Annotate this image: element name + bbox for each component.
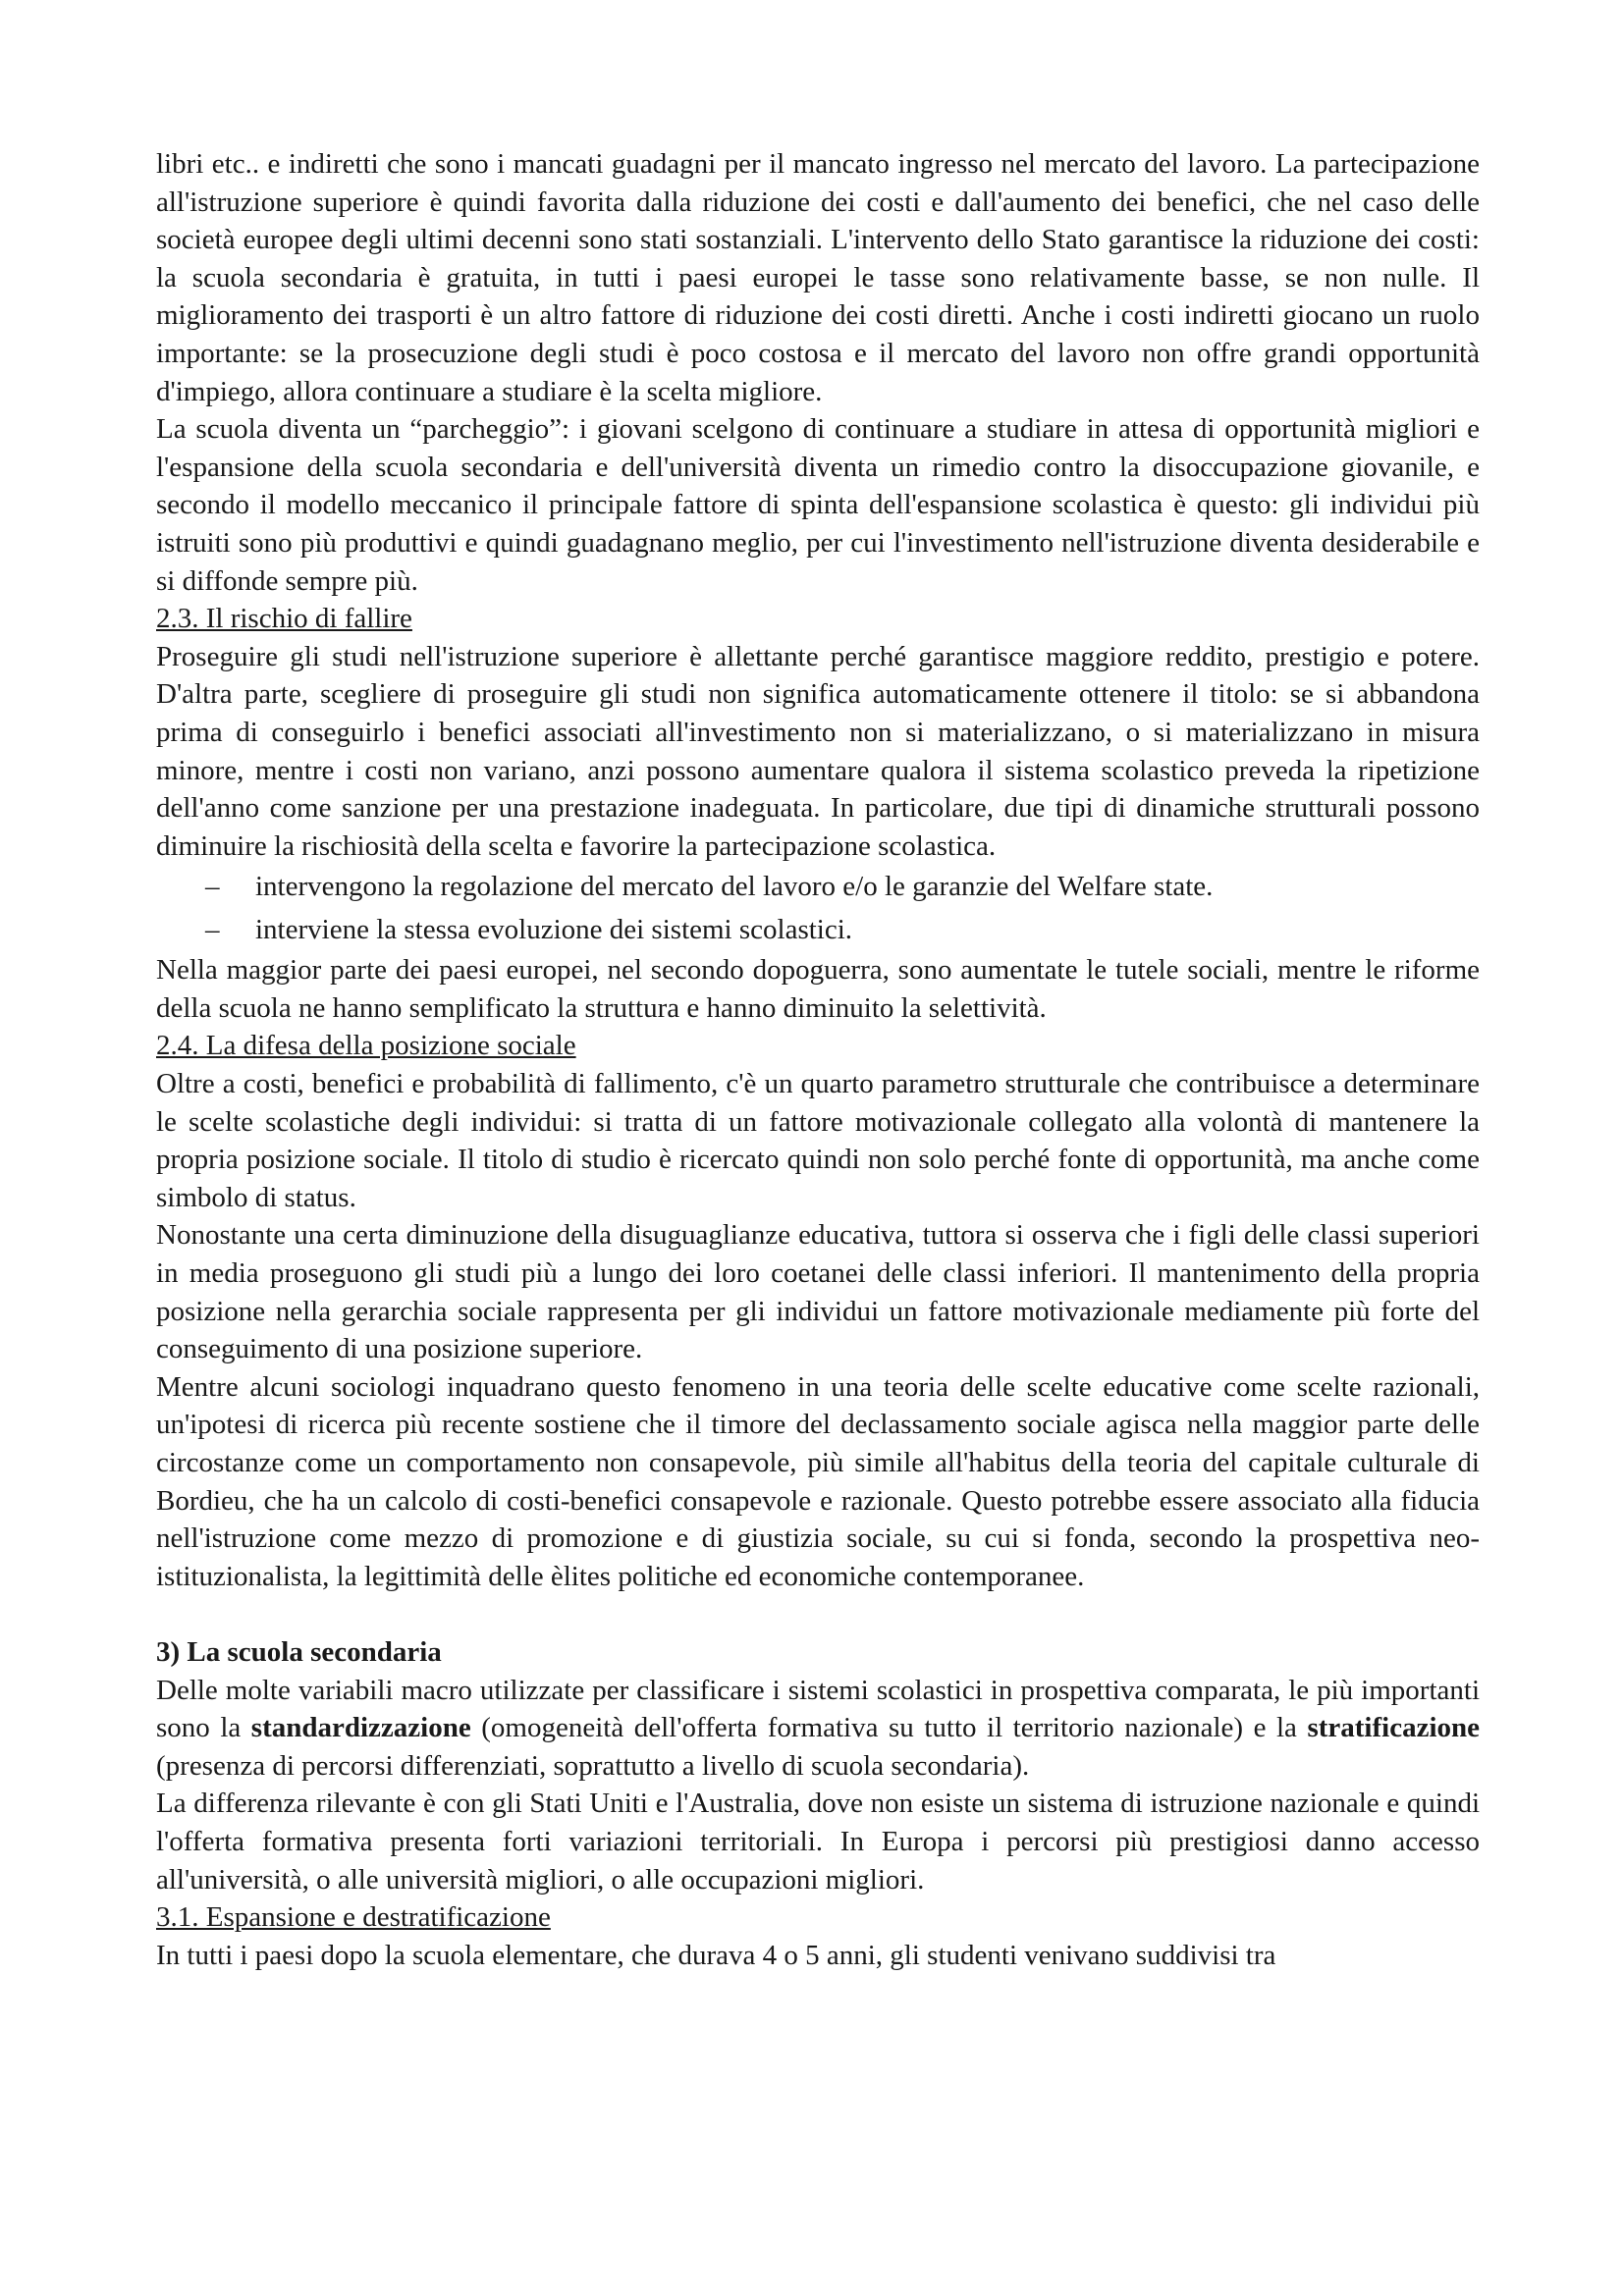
paragraph-macro-variables <box>156 1672 1480 1786</box>
bold-term-stratificazione: stratificazione <box>1307 1712 1480 1744</box>
section-heading-2-3: 2.3. Il rischio di fallire <box>156 603 412 635</box>
dash-bullet: – <box>205 914 220 946</box>
text-run: (omogeneità dell'offerta formativa su tutto il territorio nazionale) e la <box>470 1712 1308 1744</box>
paragraph-parcheggio: La scuola diventa un “parcheggio”: i giovani scelgono di continuare a studiare in attesa di opportunità migliori e l'espansione della scuola secondaria e dell'università diventa un rimedio contro la disoccupazione giovanile, e secondo il modello meccanico il principale fattore di spinta dell'espansione scolastica è questo: gli individui più istruiti sono più produttivi e quindi guadagnano meglio, per cui l'investimento nell'istruzione diventa desiderabile e si diffonde sempre più. <box>156 413 1480 597</box>
paragraph-inequality: Nonostante una certa diminuzione della disuguaglianze educativa, tuttora si osserva che i figli delle classi superiori in media proseguono gli studi più a lungo dei loro coetanei delle classi inferiori. Il mantenimento della propria posizione nella gerarchia sociale rappresenta per gli individui un fattore motivazionale mediamente più forte del conseguimento di una posizione superiore. <box>156 1219 1480 1365</box>
section-heading-3-1: 3.1. Espansione e destratificazione <box>156 1901 551 1934</box>
paragraph-postwar: Nella maggior parte dei paesi europei, nel secondo dopoguerra, sono aumentate le tutele sociali, mentre le riforme della scuola ne hanno semplificato la struttura e hanno diminuito la selettività. <box>156 954 1480 1024</box>
list-item <box>156 865 1480 908</box>
dash-list <box>156 865 1480 951</box>
blank-line <box>156 1595 1480 1633</box>
text-run: Delle molte variabili macro utilizzate per classificare i sistemi scolastici in prospettiva comparata, le più importanti sono la <box>156 1674 1480 1744</box>
section-heading-2-4: 2.4. La difesa della posizione sociale <box>156 1030 576 1062</box>
document-page <box>156 145 1480 1974</box>
paragraph-elementary: In tutti i paesi dopo la scuola elementare, che durava 4 o 5 anni, gli studenti venivano suddivisi tra <box>156 1939 1276 1971</box>
paragraph-sociologists: Mentre alcuni sociologi inquadrano questo fenomeno in una teoria delle scelte educative come scelte razionali, un'ipotesi di ricerca più recente sostiene che il timore del declassamento sociale agisca nella maggior parte delle circostanze come un comportamento non consapevole, più simile all'habitus della teoria del capitale culturale di Bordieu, che ha un calcolo di costi-benefici consapevole e razionale. Questo potrebbe essere associato alla fiducia nell'istruzione come mezzo di promozione e di giustizia sociale, su cui si fonda, secondo la prospettiva neo-istituzionalista, la legittimità delle èlites politiche ed economiche contemporanee. <box>156 1370 1480 1592</box>
bold-term-standardizzazione: standardizzazione <box>250 1712 471 1744</box>
section-heading-3: 3) La scuola secondaria <box>156 1635 442 1668</box>
dash-bullet: – <box>205 871 220 903</box>
list-item <box>156 908 1480 951</box>
text-run: (presenza di percorsi differenziati, soprattutto a livello di scuola secondaria). <box>156 1749 1030 1782</box>
paragraph-usa-australia: La differenza rilevante è con gli Stati Uniti e l'Australia, dove non esiste un sistema di istruzione nazionale e quindi l'offerta formativa presenta forti variazioni territoriali. In Europa i percorsi più prestigiosi danno accesso all'università, o alle università migliori, o alle occupazioni migliori. <box>156 1788 1480 1896</box>
paragraph-risk: Proseguire gli studi nell'istruzione superiore è allettante perché garantisce maggiore reddito, prestigio e potere. D'altra parte, scegliere di proseguire gli studi non significa automaticamente ottenere il titolo: se si abbandona prima di conseguirlo i benefici associati all'investimento non si materializzano, o si materializzano in misura minore, mentre i costi non variano, anzi possono aumentare qualora il sistema scolastico preveda la ripetizione dell'anno come sanzione per una prestazione inadeguata. In particolare, due tipi di dinamiche strutturali possono diminuire la rischiosità della scelta e favorire la partecipazione scolastica. <box>156 640 1480 862</box>
paragraph-fourth-parameter: Oltre a costi, benefici e probabilità di fallimento, c'è un quarto parametro strutturale che contribuisce a determinare le scelte scolastiche degli individui: si tratta di un fattore motivazionale collegato alla volontà di mantenere la propria posizione sociale. Il titolo di studio è ricercato quindi non solo perché fonte di opportunità, ma anche come simbolo di status. <box>156 1068 1480 1213</box>
paragraph-costs: libri etc.. e indiretti che sono i mancati guadagni per il mancato ingresso nel mercato del lavoro. La partecipazione all'istruzione superiore è quindi favorita dalla riduzione dei costi e dall'aumento dei benefici, che nel caso delle società europee degli ultimi decenni sono stati sostanziali. L'intervento dello Stato garantisce la riduzione dei costi: la scuola secondaria è gratuita, in tutti i paesi europei le tasse sono relativamente basse, se non nulle. Il miglioramento dei trasporti è un altro fattore di riduzione dei costi diretti. Anche i costi indiretti giocano un ruolo importante: se la prosecuzione degli studi è poco costosa e il mercato del lavoro non offre grandi opportunità d'impiego, allora continuare a studiare è la scelta migliore. <box>156 148 1480 407</box>
list-item-text: intervengono la regolazione del mercato del lavoro e/o le garanzie del Welfare state. <box>255 871 1214 903</box>
list-item-text: interviene la stessa evoluzione dei sistemi scolastici. <box>255 914 853 946</box>
